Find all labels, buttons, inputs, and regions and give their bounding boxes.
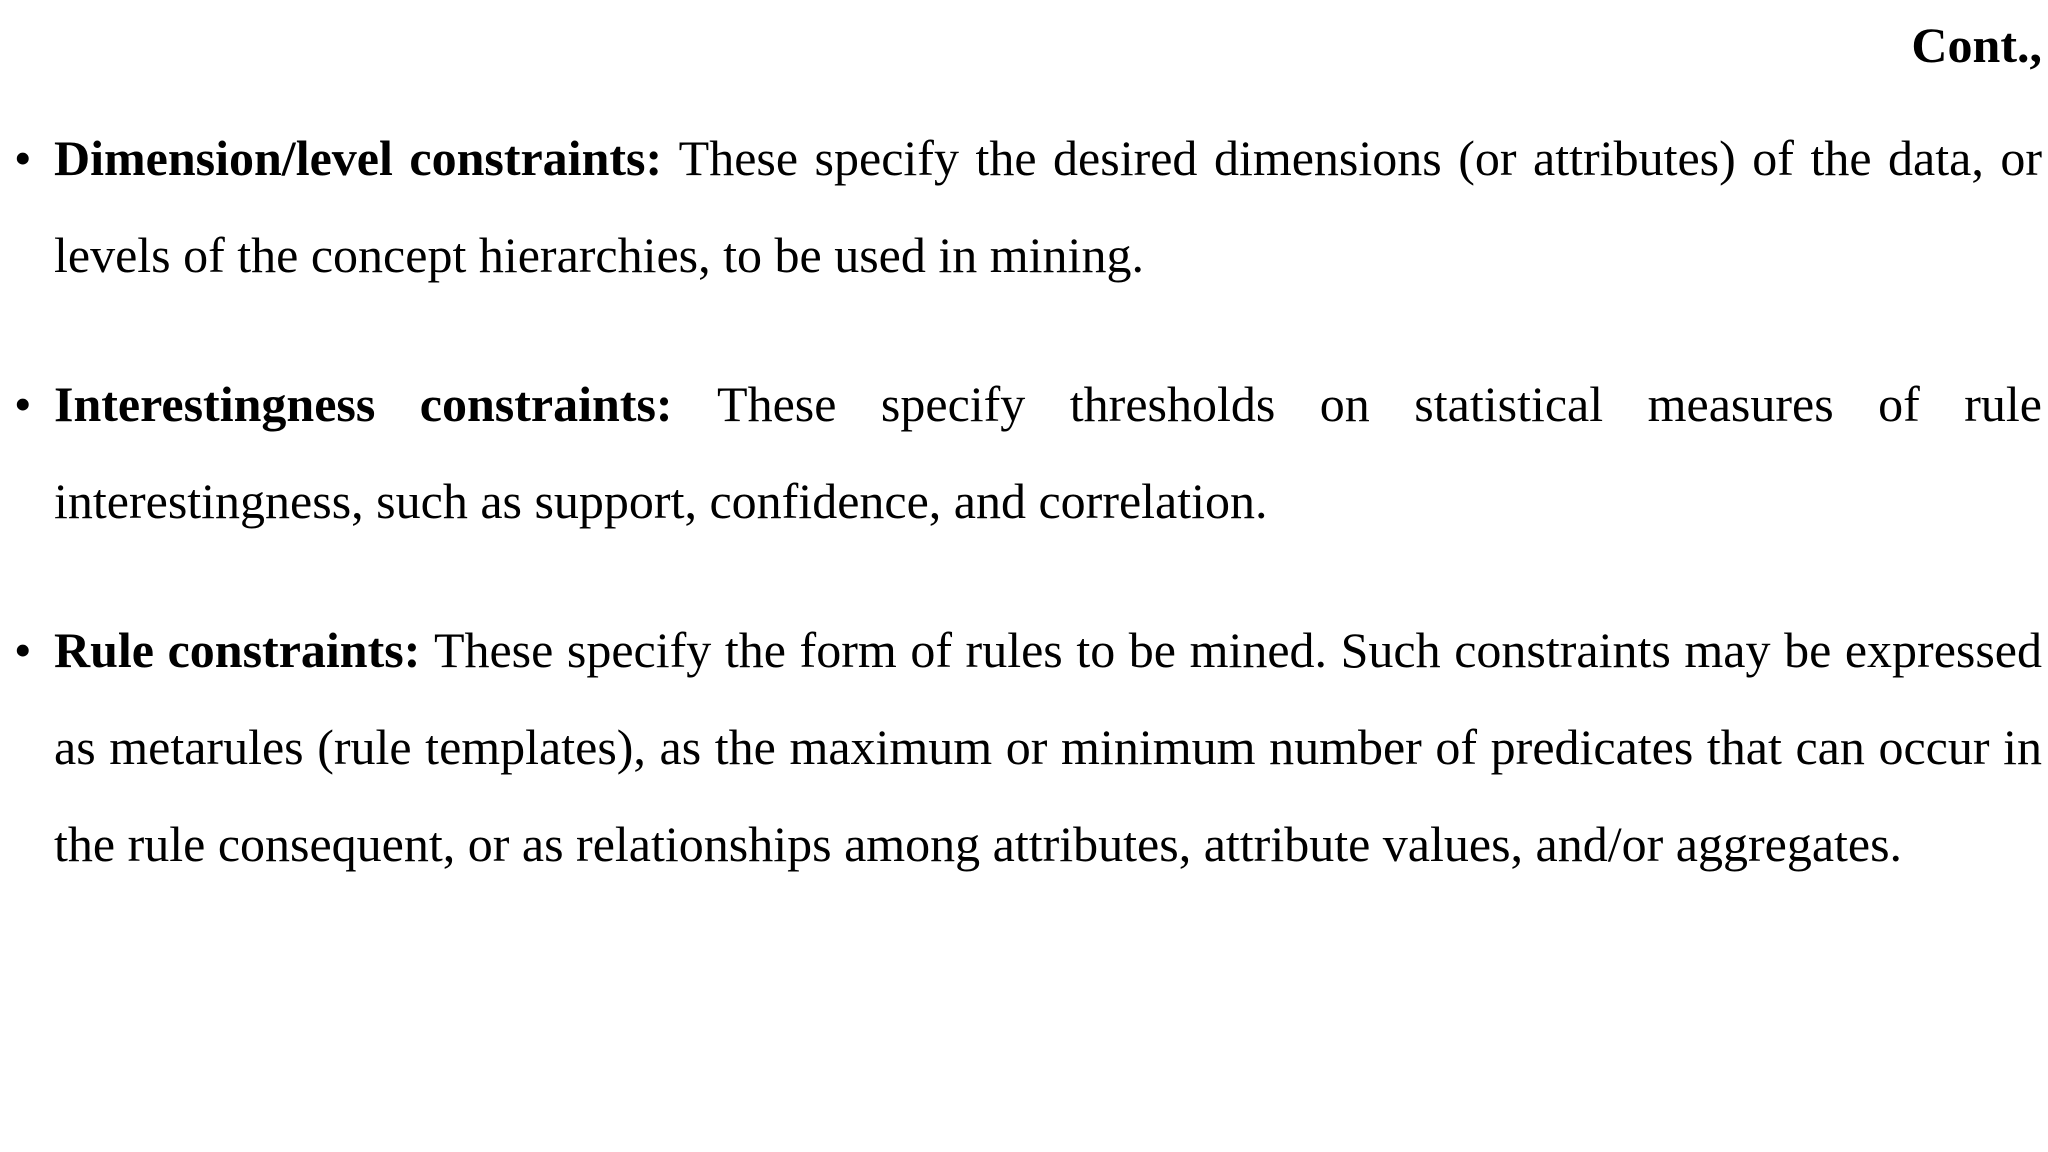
bullet-marker: • (14, 376, 32, 432)
bullet-item-rule (0, 602, 2042, 893)
bullet-term: Rule constraints: (54, 622, 434, 678)
bullet-text: These specify thresholds on statistical measures of rule interestingness, such as support, confidence, and correlation. (54, 376, 2042, 529)
bullet-text: These specify the desired dimensions (or attributes) of the data, or levels of the concept hierarchies, to be used in mining. (54, 130, 2042, 283)
bullet-term: Interestingness constraints: (54, 376, 718, 432)
bullet-item-interestingness (0, 356, 2042, 550)
bullet-marker: • (14, 622, 32, 678)
bullet-marker: • (14, 130, 32, 186)
slide-heading: Cont., (1911, 17, 2042, 73)
bullet-list (0, 110, 2042, 893)
bullet-text: These specify the form of rules to be mined. Such constraints may be expressed as metarules (rule templates), as the maximum or minimum number of predicates that can occur in the rule consequent, or as relationships among attributes, attribute values, and/or aggregates. (54, 622, 2043, 872)
bullet-item-dimension-level (0, 110, 2042, 304)
bullet-term: Dimension/level constraints: (54, 130, 679, 186)
